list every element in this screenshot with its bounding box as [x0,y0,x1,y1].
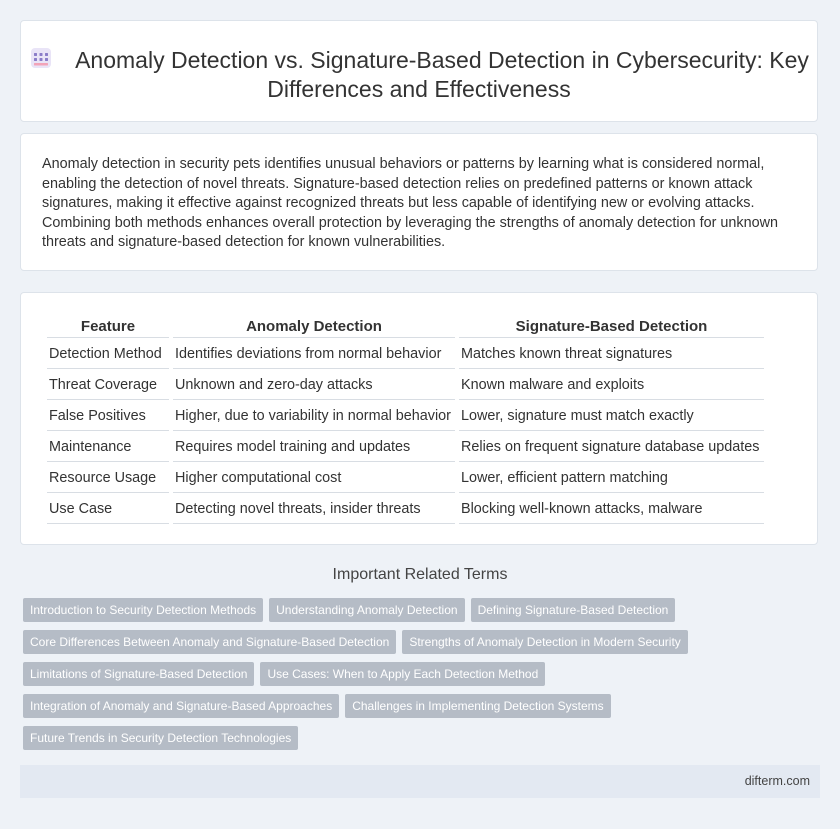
table-cell: Requires model training and updates [173,433,455,462]
table-cell: Higher, due to variability in normal behavior [173,402,455,431]
table-cell: False Positives [47,402,169,431]
table-cell: Lower, efficient pattern matching [459,464,764,493]
table-cell: Known malware and exploits [459,371,764,400]
table-cell: Identifies deviations from normal behavior [173,340,455,369]
table-cell: Detecting novel threats, insider threats [173,495,455,524]
intro-paragraph: Anomaly detection in security pets identifies unusual behaviors or patterns by learning what is considered normal, enabling the detection of novel threats. Signature-based detection relies on predefined patterns or known attack signatures, making it effective against recognized threats but less capable of identifying new or evolving attacks. Combining both methods enhances overall protection by leveraging the strengths of anomaly detection for unknown threats and signature-based detection for known vulnerabilities. [42,156,778,250]
tag-row [23,726,803,750]
intro-card [20,133,818,271]
tag-row [23,694,803,718]
related-term-tag[interactable]: Defining Signature-Based Detection [471,598,676,622]
table-cell: Maintenance [47,433,169,462]
header-anomaly: Anomaly Detection [173,316,455,338]
title-card [20,20,818,122]
related-term-tag[interactable]: Challenges in Implementing Detection Systems [345,694,610,718]
table-row [47,495,764,524]
tag-row [23,662,803,686]
footer-site-link[interactable]: difterm.com [744,774,810,788]
table-cell: Lower, signature must match exactly [459,402,764,431]
footer [20,765,820,798]
table-row [47,371,764,400]
related-term-tag[interactable]: Use Cases: When to Apply Each Detection Method [260,662,545,686]
header-signature: Signature-Based Detection [459,316,764,338]
table-row [47,402,764,431]
table-header-row [47,316,764,338]
header-feature: Feature [47,316,169,338]
related-term-tag[interactable]: Integration of Anomaly and Signature-Based Approaches [23,694,339,718]
related-term-tag[interactable]: Strengths of Anomaly Detection in Modern Security [402,630,687,654]
table-cell: Relies on frequent signature database updates [459,433,764,462]
related-term-tag[interactable]: Future Trends in Security Detection Technologies [23,726,298,750]
table-row [47,340,764,369]
comparison-table [43,314,768,526]
table-cell: Matches known threat signatures [459,340,764,369]
page-title-wrap [21,46,817,104]
table-cell: Blocking well-known attacks, malware [459,495,764,524]
table-cell: Resource Usage [47,464,169,493]
table-row [47,433,764,462]
table-cell: Unknown and zero-day attacks [173,371,455,400]
table-cell: Higher computational cost [173,464,455,493]
comparison-card [20,292,818,545]
table-cell: Use Case [47,495,169,524]
related-term-tag[interactable]: Understanding Anomaly Detection [269,598,464,622]
related-term-tag[interactable]: Core Differences Between Anomaly and Signature-Based Detection [23,630,396,654]
page-title: Anomaly Detection vs. Signature-Based Detection in Cybersecurity: Key Differences and Effectiveness [75,47,809,102]
document-icon [29,46,53,70]
table-row [47,464,764,493]
related-terms-title: Important Related Terms [332,566,508,583]
related-term-tag[interactable]: Limitations of Signature-Based Detection [23,662,254,686]
table-cell: Threat Coverage [47,371,169,400]
table-cell: Detection Method [47,340,169,369]
tag-row [23,598,803,622]
related-terms-list [23,598,803,758]
related-term-tag[interactable]: Introduction to Security Detection Methods [23,598,263,622]
tag-row [23,630,803,654]
